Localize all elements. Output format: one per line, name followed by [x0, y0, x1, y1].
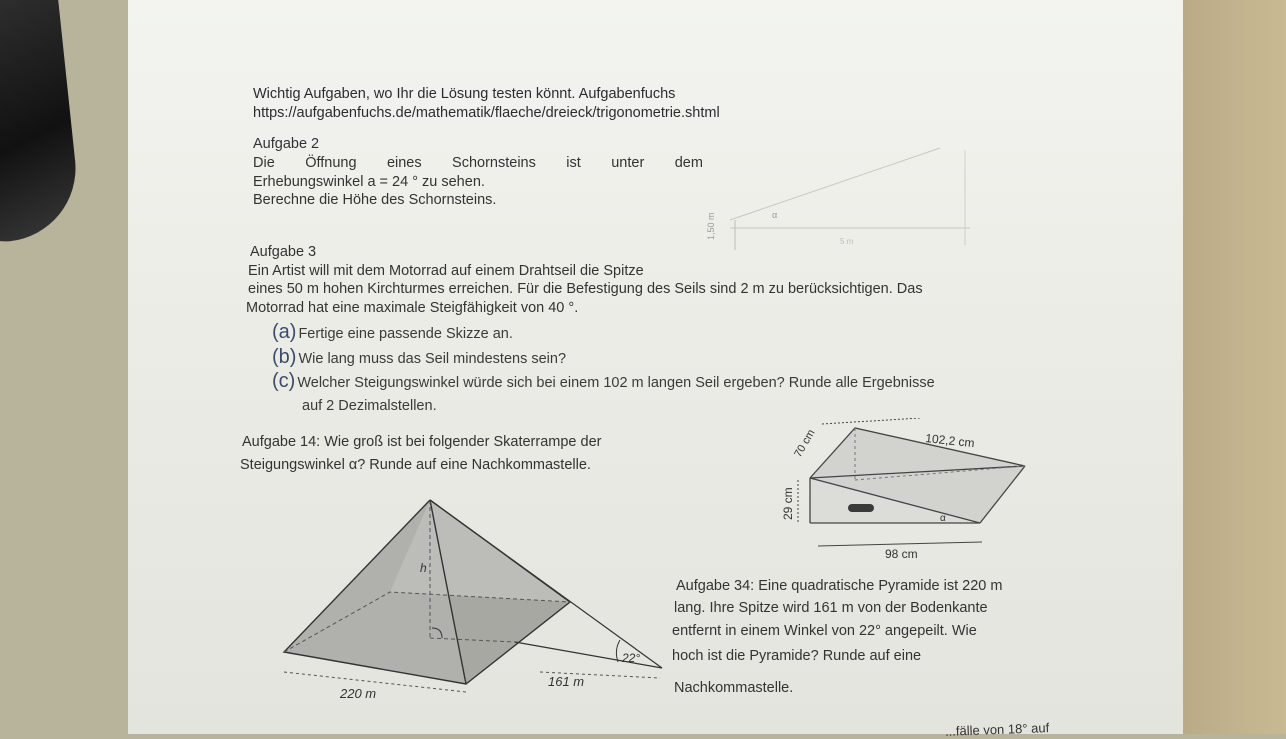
- pyramid-height-label: h: [420, 561, 427, 575]
- aufgabe14-line-2: Steigungswinkel α? Runde auf eine Nachkommastelle.: [240, 457, 591, 473]
- part-a-text: Fertige eine passende Skizze an.: [298, 326, 513, 342]
- word: Die: [253, 155, 275, 171]
- angle-label: α: [772, 210, 778, 220]
- aufgabe3-part-c: [272, 370, 935, 393]
- pyramid-angle-label: 22°: [622, 651, 641, 665]
- footer-cut-text: ...fälle von 18° auf: [944, 720, 1050, 739]
- aufgabe3-line-2: eines 50 m hohen Kirchturmes erreichen. Für die Befestigung des Seils sind 2 m zu berücksichtigen. Das: [248, 281, 923, 297]
- aufgabe2-title: Aufgabe 2: [253, 136, 320, 152]
- aufgabe34-line-4: hoch ist die Pyramide? Runde auf eine: [672, 648, 922, 664]
- aufgabe2-line-3: Berechne die Höhe des Schornsteins.: [253, 192, 497, 208]
- ramp-side-label: 70 cm: [792, 427, 818, 460]
- ramp-bottom-label: 98 cm: [885, 547, 918, 561]
- chimney-diagram: [700, 140, 980, 255]
- part-c-label: (c): [272, 370, 296, 392]
- aufgabe3-line-3: Motorrad hat eine maximale Steigfähigkeit von 40 °.: [246, 300, 579, 316]
- aufgabe2-line-1: [253, 155, 703, 171]
- word: ist: [566, 155, 581, 171]
- header-line-1: Wichtig Aufgaben, wo Ihr die Lösung testen könnt. Aufgabenfuchs: [253, 86, 676, 102]
- part-c-text: Welcher Steigungswinkel würde sich bei einem 102 m langen Seil ergeben? Runde alle Ergebnisse: [297, 375, 935, 391]
- word: eines: [386, 155, 422, 171]
- dim-line-bottom: [818, 542, 982, 546]
- pyramid-distance-label: 161 m: [548, 674, 585, 689]
- observer-height-label: 1,50 m: [706, 212, 716, 240]
- ramp-height-label: 29 cm: [781, 487, 795, 520]
- aufgabe34-line-1: Aufgabe 34: Eine quadratische Pyramide ist 220 m: [676, 578, 1003, 594]
- distance-label: 5 m: [840, 237, 854, 246]
- angle-arc: [616, 640, 620, 662]
- word: unter: [611, 155, 645, 171]
- pyramid-base-label: 220 m: [340, 686, 377, 701]
- aufgabe14-line-1: Aufgabe 14: Wie groß ist bei folgender Skaterrampe der: [242, 434, 602, 450]
- skater-ramp-diagram: [770, 418, 1040, 568]
- header-link[interactable]: https://aufgabenfuchs.de/mathematik/flaeche/dreieck/trigonometrie.shtml: [253, 105, 720, 121]
- aufgabe3-part-c-line-2: auf 2 Dezimalstellen.: [302, 398, 437, 414]
- part-b-label: (b): [272, 346, 297, 368]
- skateboard-icon: [848, 504, 874, 512]
- word: Schornsteins: [452, 155, 536, 171]
- sight-line: [730, 148, 940, 220]
- aufgabe34-line-5: Nachkommastelle.: [674, 680, 794, 696]
- aufgabe3-title: Aufgabe 3: [250, 244, 317, 260]
- word: Öffnung: [305, 155, 357, 171]
- aufgabe3-part-a: [272, 321, 513, 344]
- ramp-top-label: 102,2 cm: [924, 431, 976, 451]
- word: dem: [674, 155, 703, 171]
- table-surface: [1176, 0, 1286, 734]
- ramp-angle-label: α: [940, 513, 946, 524]
- dim-line-top: [822, 418, 920, 424]
- part-a-label: (a): [272, 321, 297, 343]
- aufgabe2-line-2: Erhebungswinkel a = 24 ° zu sehen.: [253, 174, 485, 190]
- aufgabe34-line-3: entfernt in einem Winkel von 22° angepeilt. Wie: [672, 623, 977, 639]
- part-b-text: Wie lang muss das Seil mindestens sein?: [298, 351, 567, 367]
- dark-object-corner: [0, 0, 83, 245]
- pyramid-diagram: [270, 492, 670, 712]
- aufgabe3-line-1: Ein Artist will mit dem Motorrad auf einem Drahtseil die Spitze: [248, 263, 644, 279]
- aufgabe3-part-b: [272, 346, 566, 369]
- aufgabe34-line-2: lang. Ihre Spitze wird 161 m von der Bodenkante: [674, 600, 988, 616]
